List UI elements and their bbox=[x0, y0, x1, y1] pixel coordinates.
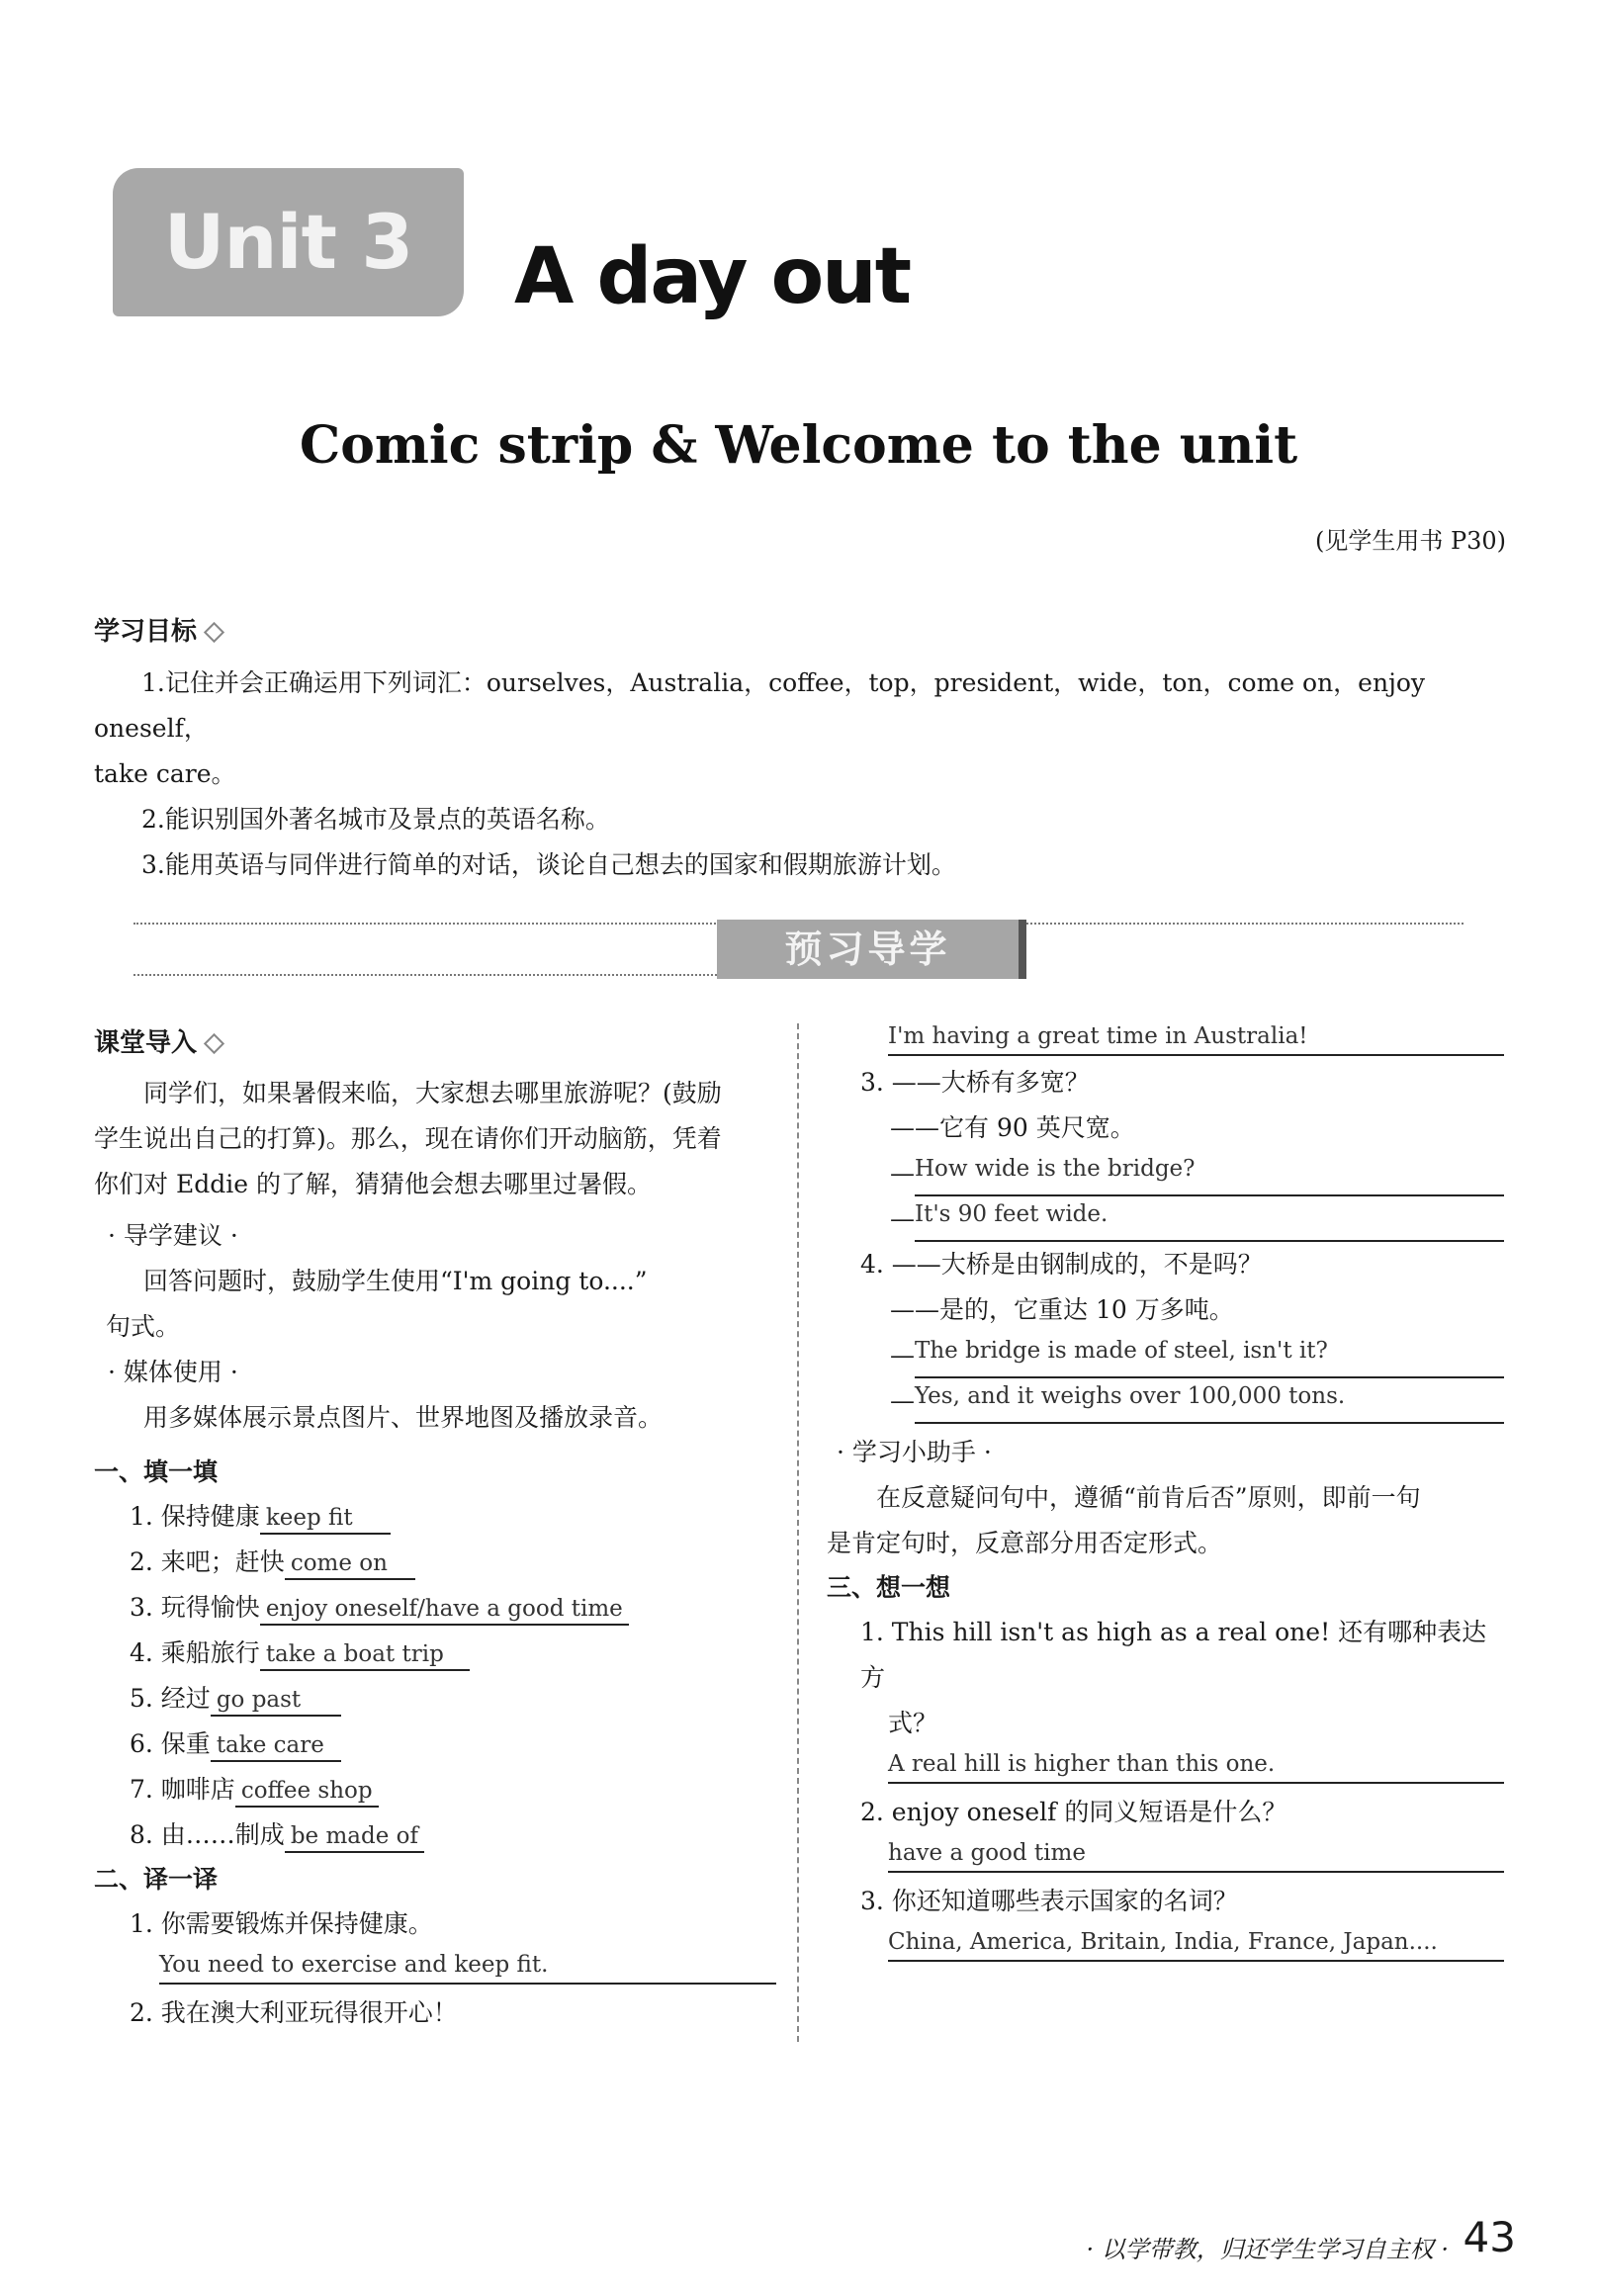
fill-item bbox=[130, 1540, 776, 1585]
dash: — bbox=[890, 1159, 915, 1188]
column-divider bbox=[797, 1023, 799, 2042]
goals-heading-text: 学习目标 bbox=[94, 617, 198, 647]
think-answer: A real hill is higher than this one. bbox=[888, 1746, 1504, 1784]
q4-answer: Yes, and it weighs over 100,000 tons. bbox=[915, 1378, 1504, 1424]
book-reference: (见学生用书 P30) bbox=[1314, 527, 1506, 555]
dash: — bbox=[890, 1386, 915, 1415]
think-heading: 三、想一想 bbox=[827, 1573, 951, 1602]
translate-question: 1. 你需要锻炼并保持健康。 bbox=[130, 1909, 433, 1938]
fill-question: 4. 乘船旅行 bbox=[130, 1638, 260, 1667]
goals-heading bbox=[94, 611, 222, 648]
fill-answer: enjoy oneself/have a good time bbox=[260, 1594, 629, 1626]
q3-answer: It's 90 feet wide. bbox=[915, 1196, 1504, 1242]
fill-answer: come on bbox=[285, 1548, 415, 1580]
helper-tip bbox=[827, 1430, 1504, 1566]
fill-item bbox=[130, 1494, 776, 1540]
goal-item: 3.能用英语与同伴进行简单的对话，谈论自己想去的国家和假期旅游计划。 bbox=[141, 850, 956, 879]
think-answer: China, America, Britain, India, France, Japan.... bbox=[888, 1924, 1504, 1962]
fill-answer: take a boat trip bbox=[260, 1639, 470, 1671]
q3-block bbox=[827, 1060, 1504, 1242]
fill-question: 6. 保重 bbox=[130, 1729, 211, 1758]
unit-badge: Unit 3 bbox=[113, 168, 464, 316]
fill-question: 7. 咖啡店 bbox=[130, 1775, 235, 1804]
media-tip-line: 用多媒体展示景点图片、世界地图及播放录音。 bbox=[143, 1403, 664, 1432]
page-number: 43 bbox=[1463, 2213, 1516, 2261]
helper-line: 在反意疑问句中，遵循“前肯后否”原则，即前一句 bbox=[876, 1483, 1421, 1512]
fill-heading: 一、填一填 bbox=[94, 1457, 219, 1486]
q3-line: 3. ——大桥有多宽？ bbox=[860, 1068, 1090, 1097]
translate-answer: I'm having a great time in Australia! bbox=[888, 1018, 1504, 1056]
goal-item: 2.能识别国外著名城市及景点的英语名称。 bbox=[141, 805, 610, 834]
translate-list bbox=[94, 1901, 776, 2036]
q3-line: ——它有 90 英尺宽。 bbox=[890, 1113, 1135, 1142]
guide-tip-label: · 导学建议 · bbox=[108, 1221, 238, 1250]
intro-text bbox=[94, 1071, 776, 1207]
intro-heading bbox=[94, 1023, 776, 1063]
fill-answer: be made of bbox=[285, 1821, 424, 1853]
think-question: 式？ bbox=[888, 1709, 938, 1737]
fill-question: 1. 保持健康 bbox=[130, 1502, 260, 1531]
think-list bbox=[827, 1610, 1504, 1962]
diamond-icon bbox=[204, 1033, 224, 1054]
q3-answer-row bbox=[860, 1151, 1504, 1196]
media-tip-label: · 媒体使用 · bbox=[108, 1358, 238, 1386]
dash: — bbox=[890, 1341, 915, 1369]
fill-item bbox=[130, 1812, 776, 1858]
fill-question: 2. 来吧；赶快 bbox=[130, 1547, 285, 1576]
q4-block bbox=[827, 1242, 1504, 1424]
guide-tip bbox=[94, 1213, 776, 1441]
translate-heading: 二、译一译 bbox=[94, 1865, 219, 1894]
right-column bbox=[827, 1018, 1504, 1962]
footer-motto: · 以学带教，归还学生学习自主权 · bbox=[1086, 2236, 1449, 2263]
fill-item bbox=[130, 1585, 776, 1631]
goal-item: take care。 bbox=[94, 759, 236, 788]
dash: — bbox=[890, 1204, 915, 1233]
fill-answer: go past bbox=[211, 1685, 341, 1717]
left-column bbox=[94, 1023, 776, 2036]
section-banner: 预习导学 bbox=[717, 920, 1026, 979]
goals-list bbox=[94, 661, 1518, 888]
helper-label: · 学习小助手 · bbox=[837, 1438, 992, 1466]
section-title: Comic strip & Welcome to the unit bbox=[299, 415, 1298, 476]
translate-answer: You need to exercise and keep fit. bbox=[159, 1947, 776, 1985]
guide-tip-line: 句式。 bbox=[106, 1312, 181, 1341]
q3-answer: How wide is the bridge? bbox=[915, 1151, 1504, 1196]
intro-line: 同学们，如果暑假来临，大家想去哪里旅游呢？(鼓励 bbox=[143, 1079, 722, 1107]
q4-line: 4. ——大桥是由钢制成的，不是吗？ bbox=[860, 1250, 1263, 1279]
think-answer: have a good time bbox=[888, 1835, 1504, 1873]
goal-item: 1.记住并会正确运用下列词汇：ourselves，Australia，coffee，top，president，wide，ton，come on，enjoy oneself， bbox=[94, 668, 1426, 743]
translate-question: 2. 我在澳大利亚玩得很开心！ bbox=[130, 1998, 458, 2027]
think-question: 2. enjoy oneself 的同义短语是什么？ bbox=[860, 1798, 1287, 1826]
q4-answer-row bbox=[860, 1333, 1504, 1378]
intro-line: 学生说出自己的打算)。那么，现在请你们开动脑筋，凭着 bbox=[94, 1124, 722, 1153]
fill-question: 3. 玩得愉快 bbox=[130, 1593, 260, 1622]
guide-tip-line: 回答问题时，鼓励学生使用“I'm going to....” bbox=[143, 1267, 648, 1295]
fill-item bbox=[130, 1767, 776, 1812]
fill-question: 8. 由……制成 bbox=[130, 1820, 285, 1849]
fill-answer: take care bbox=[211, 1730, 341, 1762]
fill-answer: keep fit bbox=[260, 1503, 391, 1535]
fill-item bbox=[130, 1631, 776, 1676]
fill-item bbox=[130, 1676, 776, 1722]
unit-title: A day out bbox=[514, 232, 910, 321]
q3-answer-row bbox=[860, 1196, 1504, 1242]
q4-line: ——是的，它重达 10 万多吨。 bbox=[890, 1295, 1234, 1324]
helper-line: 是肯定句时，反意部分用否定形式。 bbox=[827, 1529, 1223, 1557]
q4-answer-row bbox=[860, 1378, 1504, 1424]
fill-item bbox=[130, 1722, 776, 1767]
intro-heading-text: 课堂导入 bbox=[94, 1028, 198, 1058]
fill-question: 5. 经过 bbox=[130, 1684, 211, 1713]
banner-divider-lower bbox=[133, 974, 717, 976]
diamond-icon bbox=[204, 622, 224, 643]
intro-line: 你们对 Eddie 的了解，猜猜他会想去哪里过暑假。 bbox=[94, 1170, 652, 1198]
fill-answer: coffee shop bbox=[235, 1776, 379, 1808]
fill-list bbox=[94, 1494, 776, 1858]
q4-answer: The bridge is made of steel, isn't it? bbox=[915, 1333, 1504, 1378]
think-question: 1. This hill isn't as high as a real one! 还有哪种表达方 bbox=[860, 1618, 1487, 1692]
think-question: 3. 你还知道哪些表示国家的名词？ bbox=[860, 1887, 1238, 1915]
